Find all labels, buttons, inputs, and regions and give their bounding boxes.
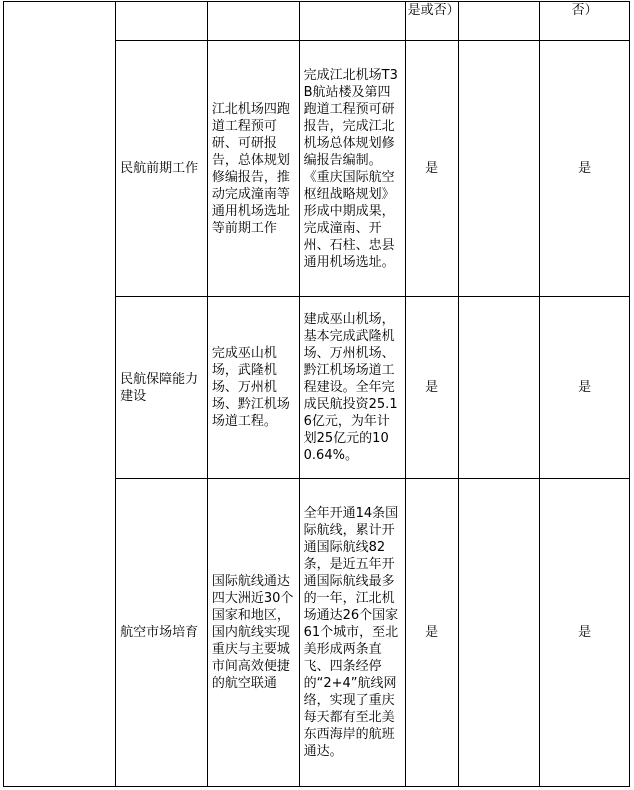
table-cell — [458, 297, 540, 479]
item-progress-cell: 完成江北机场T3B航站楼及第四跑道工程预可研报告，完成江北机场总体规划修编报告编制。《重庆国际航空枢纽战略规划》形成中期成果，完成潼南、开州、石柱、忠县通用机场选址。 — [299, 41, 405, 297]
item-target-cell: 国际航线通达四大洲近30个国家和地区，国内航线实现重庆与主要城市间高效便捷的航空联通 — [207, 479, 299, 787]
merged-category-cell — [4, 2, 116, 787]
item-final-cell: 是 — [540, 41, 630, 297]
item-progress-cell: 建成巫山机场，基本完成武隆机场、万州机场、黔江机场场道工程建设。全年完成民航投资25.16亿元，为年计划25亿元的100.64%。 — [299, 297, 405, 479]
item-name-cell: 民航前期工作 — [116, 41, 208, 297]
table-row — [4, 2, 630, 41]
achievement-table — [3, 1, 630, 787]
item-name-cell: 航空市场培育 — [116, 479, 208, 787]
table-cell — [458, 479, 540, 787]
item-final-cell: 是 — [540, 297, 630, 479]
item-done-cell: 是 — [405, 297, 458, 479]
item-progress-cell: 全年开通14条国际航线，累计开通国际航线82条，是近五年开通国际航线最多的一年，江北机场通达26个国家61个城市，至北美形成两条直飞、四条经停的“2+4”航线网络，实现了重庆每天都有至北美东西海岸的航班通达。 — [299, 479, 405, 787]
item-target-cell: 完成巫山机场，武隆机场、万州机场、黔江机场场道工程。 — [207, 297, 299, 479]
item-name-cell: 民航保障能力建设 — [116, 297, 208, 479]
table-cell — [207, 2, 299, 41]
table-cell — [299, 2, 405, 41]
table-cell — [458, 41, 540, 297]
table-cell — [116, 2, 208, 41]
item-final-cell: 是 — [540, 479, 630, 787]
item-done-cell: 是 — [405, 41, 458, 297]
header-done-cell: 是或否） — [405, 2, 458, 41]
item-done-cell: 是 — [405, 479, 458, 787]
header-final-cell: 否） — [540, 2, 630, 41]
table-cell — [458, 2, 540, 41]
item-target-cell: 江北机场四跑道工程预可研、可研报告，总体规划修编报告，推动完成潼南等通用机场选址等前期工作 — [207, 41, 299, 297]
